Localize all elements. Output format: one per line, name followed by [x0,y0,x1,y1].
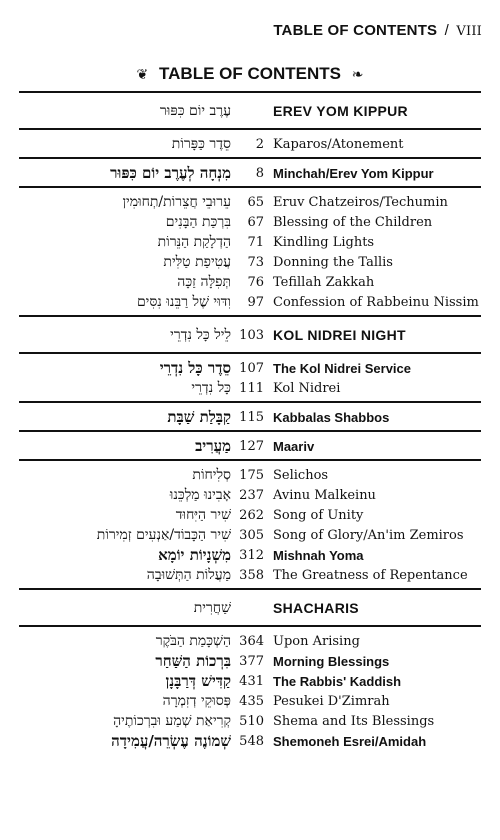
toc-entry-page: 431 [239,673,264,689]
toc-entry-title: Minchah/Erev Yom Kippur [273,165,434,181]
toc-entry[interactable] [19,358,481,378]
toc-entry[interactable] [19,272,481,292]
toc-entry-hebrew: קְרִיאַת שְׁמַע וּבִרְכוֹתֶיהָ [113,712,231,729]
toc-entry-page: 111 [239,380,264,396]
toc-entry-hebrew: עֶרֶב יוֹם כִּפּוּר [159,102,231,119]
toc-entry-page: 510 [239,713,264,729]
toc-entry[interactable] [19,325,481,345]
toc-entry-hebrew: וִדּוּי שֶׁל רַבֵּנוּ נִסִּים [136,293,231,310]
toc-entry-hebrew: פְּסוּקֵי דְזִמְרָה [162,692,231,709]
toc-entry-title: Pesukei D'Zimrah [273,693,390,709]
toc-entry-hebrew: בִּרְכַּת הַבָּנִים [165,213,231,230]
toc-entry[interactable] [19,731,481,751]
toc-entry-page: 8 [255,165,264,181]
running-head [273,22,482,39]
toc-entry-hebrew: שִׁיר הַכָּבוֹד/אַנְעִים זְמִירוֹת [96,526,231,543]
toc-entry-title: SHACHARIS [273,600,359,616]
toc-entry-title: Selichos [273,467,329,483]
toc-entry-page: 312 [239,547,264,563]
toc-entry-page: 71 [247,234,264,250]
toc-entry-title: Kaparos/Atonement [273,136,404,152]
toc-entry[interactable] [19,436,481,456]
toc-entry-hebrew: שִׁיר הַיִּחוּד [175,506,231,523]
toc-entry-title: The Kol Nidrei Service [273,360,411,376]
toc-entry-page: 65 [247,194,264,210]
toc-entry[interactable] [19,465,481,485]
toc-entry-hebrew: שְׁמוֹנֶה עֶשְׂרֵה/עֲמִידָה [111,731,231,750]
toc-entry-hebrew: סֵדֶר כָּל נִדְרֵי [159,358,231,377]
toc-entry-title: Kindling Lights [273,234,375,250]
toc-entry-title: Mishnah Yoma [273,547,364,563]
toc-entry-hebrew: סֵדֶר כַּפָּרוֹת [171,135,231,152]
toc-entry[interactable] [19,631,481,651]
toc-entry-title: Shemoneh Esrei/Amidah [273,733,427,749]
toc-entry[interactable] [19,651,481,671]
toc-entry-page: 364 [239,633,264,649]
toc-entry-page: 237 [239,487,264,503]
toc-section [19,403,481,430]
toc-entry-title: The Rabbis' Kaddish [273,673,402,689]
toc-entry[interactable] [19,598,481,618]
toc-entry-title: Shema and Its Blessings [273,713,435,729]
toc-entry[interactable] [19,378,481,398]
toc-entry[interactable] [19,134,481,154]
toc-entry[interactable] [19,163,481,183]
toc-title [0,64,500,84]
toc-section-heading [19,93,481,128]
toc-entry-page: 127 [239,438,264,454]
running-head-title: TABLE OF CONTENTS [273,22,438,39]
toc-section [19,432,481,459]
toc-entry-title: The Greatness of Repentance [273,567,468,583]
toc-entry[interactable] [19,192,481,212]
toc-entry-title: Avinu Malkeinu [273,487,376,503]
page-number: VIII [456,24,482,39]
toc-entry[interactable] [19,545,481,565]
toc-entry-page: 97 [247,294,264,310]
toc-entry-title: Maariv [273,438,315,454]
toc-entry-hebrew: מִשְׁנָיוֹת יוֹמָא [158,545,231,564]
toc-entry-page: 175 [239,467,264,483]
toc-entry-hebrew: מִנְחָה לְעֶרֶב יוֹם כִּפּוּר [110,163,231,182]
toc-entry[interactable] [19,407,481,427]
toc-list [19,91,481,754]
toc-section [19,627,481,754]
toc-entry-page: 115 [239,409,264,425]
toc-entry-page: 2 [255,136,264,152]
toc-section [19,188,481,315]
toc-entry-page: 358 [239,567,264,583]
toc-entry[interactable] [19,691,481,711]
toc-entry[interactable] [19,671,481,691]
toc-entry[interactable] [19,252,481,272]
toc-entry-page: 305 [239,527,264,543]
toc-entry-title: EREV YOM KIPPUR [273,103,408,119]
toc-entry-title: Tefillah Zakkah [273,274,375,290]
toc-entry[interactable] [19,565,481,585]
toc-entry-page: 435 [239,693,264,709]
toc-entry-hebrew: עֲטִיפַת טַלִּית [163,253,231,270]
toc-entry-title: KOL NIDREI NIGHT [273,327,406,343]
toc-entry-hebrew: קַבָּלַת שַׁבָּת [167,407,231,426]
toc-entry[interactable] [19,485,481,505]
toc-entry[interactable] [19,711,481,731]
toc-section [19,461,481,588]
toc-entry-page: 73 [247,254,264,270]
toc-section-heading [19,590,481,625]
toc-entry-hebrew: הַשְׁכָּמַת הַבֹּקֶר [155,632,231,649]
toc-entry-hebrew: כָּל נִדְרֵי [191,379,231,396]
toc-entry[interactable] [19,525,481,545]
toc-entry-title: Upon Arising [273,633,360,649]
toc-entry-hebrew: סְלִיחוֹת [192,466,231,483]
toc-entry[interactable] [19,101,481,121]
toc-section [19,130,481,157]
toc-entry-hebrew: עֵרוּבֵי חֲצֵרוֹת/תְחוּמִין [122,193,231,210]
ornament-right-icon: ❧ [351,66,364,82]
toc-entry-hebrew: לֵיל כָּל נִדְרֵי [170,326,231,343]
toc-entry-hebrew: שַׁחֲרִית [193,599,231,616]
toc-entry-title: Song of Glory/An'im Zemiros [273,527,464,543]
toc-entry[interactable] [19,212,481,232]
toc-entry-page: 377 [239,653,264,669]
toc-entry-title: Eruv Chatzeiros/Techumin [273,194,448,210]
toc-entry[interactable] [19,232,481,252]
toc-entry-hebrew: מַעֲלוֹת הַתְּשׁוּבָה [146,566,231,583]
toc-entry-hebrew: הַדְלָקַת הַנֵּרוֹת [157,233,231,250]
toc-entry-title: Kabbalas Shabbos [273,409,390,425]
toc-entry-hebrew: אָבִינוּ מַלְכֵּנוּ [169,486,231,503]
toc-section-heading [19,317,481,352]
toc-entry-title: Song of Unity [273,507,364,523]
toc-entry-page: 103 [239,327,264,343]
toc-entry-page: 67 [247,214,264,230]
toc-entry-page: 76 [247,274,264,290]
toc-entry-title: Morning Blessings [273,653,390,669]
toc-section [19,159,481,186]
toc-entry-hebrew: מַעֲרִיב [195,436,231,455]
running-head-separator: / [444,22,450,39]
toc-entry-page: 107 [239,360,264,376]
toc-entry[interactable] [19,505,481,525]
ornament-left-icon: ❦ [136,66,149,82]
toc-entry-page: 548 [239,733,264,749]
toc-entry-page: 262 [239,507,264,523]
toc-entry-title: Donning the Tallis [273,254,393,270]
toc-entry-hebrew: קַדִּישׁ דְּרַבָּנָן [165,671,231,690]
toc-entry-title: Kol Nidrei [273,380,341,396]
toc-title-text: TABLE OF CONTENTS [159,64,341,83]
toc-section [19,354,481,401]
toc-entry-hebrew: בִּרְכוֹת הַשַּׁחַר [155,651,231,670]
toc-entry-title: Confession of Rabbeinu Nissim [273,294,479,310]
toc-entry-hebrew: תְּפִלָּה זַכָּה [177,273,231,290]
toc-entry-title: Blessing of the Children [273,214,433,230]
toc-entry[interactable] [19,292,481,312]
